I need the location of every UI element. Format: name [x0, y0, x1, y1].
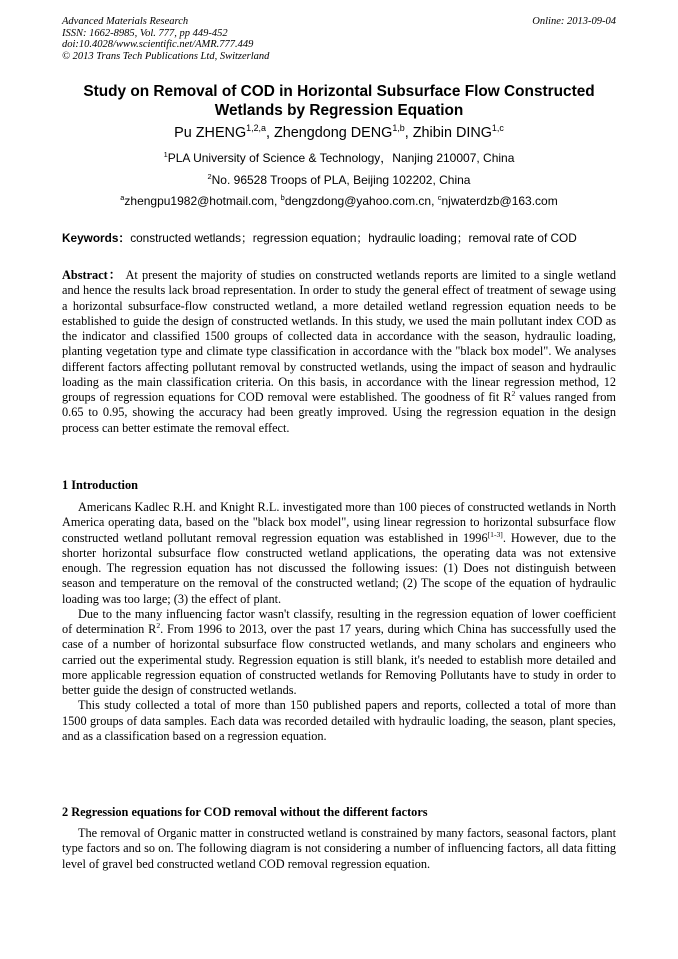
section-2-body [62, 826, 616, 872]
author-affiliation-mark: 1,c [491, 123, 504, 134]
email-mark: c [437, 193, 442, 202]
email-mark: b [280, 193, 285, 202]
email-line [40, 194, 638, 208]
keywords-label: Keywords： [62, 231, 131, 245]
paragraph-text: . From 1996 to 2013, over the past 17 years, during which China has successfully used the case of a number of horizontal subsurface flow constructed wetlands, and many scholars and engineers who carried out the experimental study. Regression equation is still blank, it's needed to establish more detailed and more applicable regression equation of constructed wetlands for Removing Pollutants have to study in order to better guide the design of constructed wetlands. [62, 622, 616, 697]
title-line-2: Wetlands by Regression Equation [214, 102, 464, 119]
abstract-text: At present the majority of studies on constructed wetlands reports are limited to a single wetland and hence the results lack broad representation. In order to study the general effect of treatment of sewage using a horizontal subsurface-flow constructed wetland, a more detailed wetland regression equation needs to be established to guide the design of constructed wetlands. In this study, we used the main pollutant index COD as the indicator and classified 1500 groups of collected data in accordance with the season, hydraulic loading, planting vegetation type and climate type classification in accordance with the "black box model". We analyses different factors affecting pollutant removal by constructed wetlands, using the impact of season and hydraulic loading as the main classification criteria. On this basis, in accordance with the linear regression method, 12 groups of regression equations for COD removal were established. The goodness of fit R [62, 268, 616, 404]
paragraph [62, 607, 616, 699]
email-a: zhengpu1982@hotmail.com, [124, 194, 281, 208]
section-2-heading: 2 Regression equations for COD removal without the different factors [62, 805, 428, 819]
affiliation-mark: 2 [207, 172, 212, 181]
section-1-body [62, 500, 616, 744]
affiliation-mark: 1 [163, 150, 168, 159]
paragraph-text: Americans Kadlec R.H. and Knight R.L. investigated more than 100 pieces of constructed wetlands in North America operating data, based on the "black box model", using linear regression to horizontal subsurface flow constructed wetland pollutant removal regression equation was established in 1996 [62, 500, 616, 545]
paragraph: The removal of Organic matter in constructed wetland is constrained by many factors, seasonal factors, plant type factors and so on. The following diagram is not considering a number of influencing factors, all data fitting level of gravel bed constructed wetland COD removal regression equation. [62, 826, 616, 871]
author-affiliation-mark: 1,b [392, 123, 405, 134]
journal-name: Advanced Materials Research [62, 16, 189, 27]
abstract-label: Abstract： [62, 268, 123, 282]
paragraph-text: Due to the many influencing factor wasn't classify, resulting in the regression equation of lower coefficient of determination R [62, 606, 616, 636]
author-name: Zhibin DING [412, 125, 492, 141]
online-date: Online: 2013-09-04 [532, 16, 616, 27]
paragraph [62, 500, 616, 607]
paper-title [40, 82, 638, 120]
keywords-line [62, 231, 622, 245]
journal-header [62, 16, 616, 62]
author-affiliation-mark: 1,2,a [246, 123, 266, 134]
title-line-1: Study on Removal of COD in Horizontal Subsurface Flow Constructed [83, 83, 595, 100]
citation: [1-3] [487, 529, 503, 539]
issn-line: ISSN: 1662-8985, Vol. 777, pp 449-452 [62, 27, 228, 39]
abstract-text-cont: values ranged from 0.65 to 0.95, showing the accuracy had been greatly improved. Using the regression equation in the design process can better estimate the removal effect. [62, 390, 616, 435]
copyright-line: © 2013 Trans Tech Publications Ltd, Switzerland [62, 50, 270, 62]
affiliation-text: No. 96528 Troops of PLA, Beijing 102202, China [211, 173, 471, 187]
doi-line: doi:10.4028/www.scientific.net/AMR.777.449 [62, 39, 254, 51]
affiliation-text: PLA University of Science & Technology，Nanjing 210007, China [167, 151, 515, 165]
author-name: Zhengdong DENG [273, 125, 393, 141]
author-name: Pu ZHENG [174, 125, 247, 141]
email-mark: a [120, 193, 125, 202]
section-1-heading: 1 Introduction [62, 478, 138, 492]
affiliation-1 [40, 151, 638, 165]
keywords-text: constructed wetlands；regression equation；hydraulic loading；removal rate of COD [130, 231, 577, 245]
email-c: njwaterdzb@163.com [441, 194, 558, 208]
r-squared-sup: 2 [511, 388, 516, 398]
paragraph-text: . However, due to the shorter horizontal subsurface flow constructed wetland applications, the operating data was not extensive enough. The regression equation has not discussed the following issues: (1) Does not distinguish between season and temperature on the removal of the constructed wetland; (2) The scope of the equation of hydraulic loading was too large; (3) the effect of plant. [62, 530, 616, 606]
author-list: Pu ZHENG$^{1,2,a}$, Zhengdong DENG$^{1,b}$, Zhibin DING$^{1,c}$ [174, 123, 504, 141]
paragraph: This study collected a total of more than 150 published papers and reports, collected a total of more than 1500 groups of data samples. Each data was recorded detailed with hydraulic loading, the season, plant species, and as a classification based on a regression equation. [62, 698, 616, 743]
r-squared-sup: 2 [156, 620, 161, 630]
email-b: dengzdong@yahoo.com.cn, [284, 194, 438, 208]
abstract [62, 268, 616, 436]
affiliation-2 [40, 173, 638, 187]
